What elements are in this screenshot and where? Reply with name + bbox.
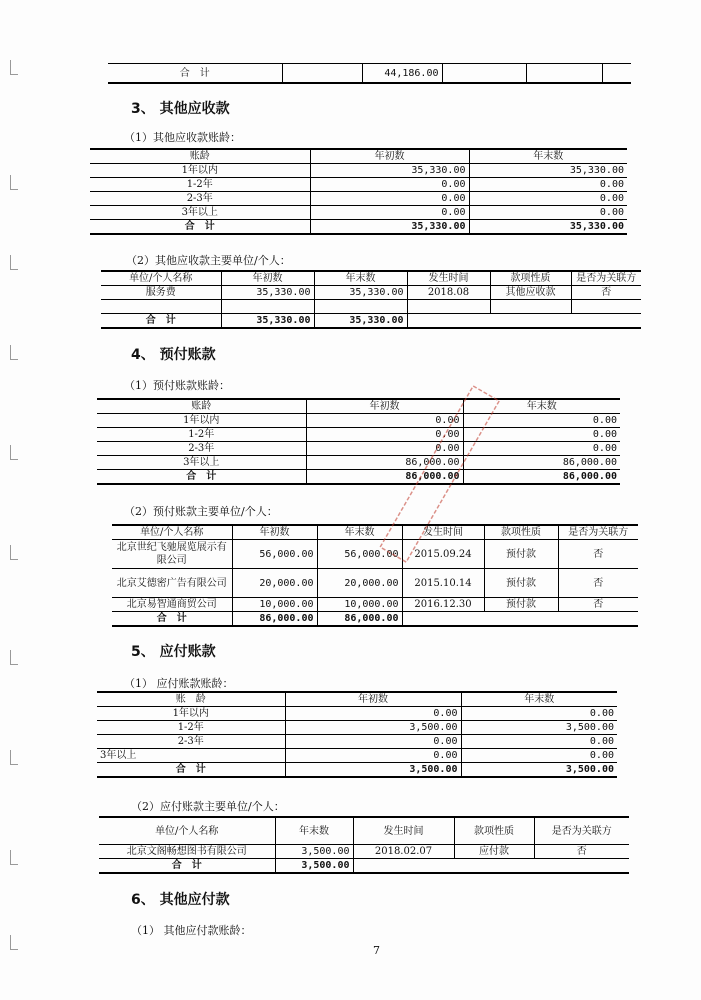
table-cell xyxy=(407,314,490,329)
margin-mark xyxy=(10,750,18,765)
table-cell: 86,000.00 xyxy=(306,470,463,485)
margin-mark xyxy=(10,345,18,360)
table-cell: 10,000.00 xyxy=(232,598,317,612)
table-cell: 35,330.00 xyxy=(310,164,469,178)
sec5-main-table xyxy=(99,816,629,874)
table-cell: 2-3年 xyxy=(97,442,306,456)
table-cell: 0.00 xyxy=(285,707,461,721)
table-cell: 35,330.00 xyxy=(221,286,314,300)
table-cell: 预付款 xyxy=(484,598,558,612)
section-5-sub1: （1） 应付账款账龄： xyxy=(124,677,234,690)
section-3-sub1: （1）其他应收款账龄： xyxy=(124,131,241,144)
section-5-sub2: （2）应付账款主要单位/个人： xyxy=(131,800,285,813)
table-cell: 20,000.00 xyxy=(232,569,317,598)
table-cell xyxy=(571,314,641,329)
table-row xyxy=(97,707,617,721)
margin-mark xyxy=(10,175,18,190)
table-cell: 86,000.00 xyxy=(306,456,463,470)
table-cell: 2018.08 xyxy=(407,286,490,300)
table-row xyxy=(97,442,620,456)
table-total-row xyxy=(112,612,638,627)
table-cell: 0.00 xyxy=(306,442,463,456)
table-row xyxy=(90,192,627,206)
table-row xyxy=(90,164,627,178)
table-cell: 86,000.00 xyxy=(317,612,402,627)
table-row xyxy=(90,178,627,192)
table-cell: 0.00 xyxy=(589,750,614,761)
table-cell: 3年以上 xyxy=(97,456,306,470)
table-cell xyxy=(490,300,571,314)
table-cell: 预付款 xyxy=(484,540,558,569)
table-row xyxy=(101,286,641,300)
table-cell: 35,330.00 xyxy=(314,286,407,300)
table-cell: 0.00 xyxy=(589,708,614,719)
margin-mark xyxy=(10,545,18,560)
table-cell xyxy=(454,859,534,874)
table-cell: 35,330.00 xyxy=(569,221,624,232)
table-cell: 86,000.00 xyxy=(562,457,617,468)
table-cell: 35,330.00 xyxy=(314,314,407,329)
table-header: 发生时间 xyxy=(407,271,490,286)
table-header: 账龄 xyxy=(97,399,306,414)
table-header: 款项性质 xyxy=(454,817,534,845)
table-cell: 3,500.00 xyxy=(275,859,353,874)
section-5-title: 5、 应付账款 xyxy=(131,644,216,660)
table-cell xyxy=(558,612,638,627)
table-cell: 北京世纪飞驰展览展示有限公司 xyxy=(112,540,232,569)
table-cell: 1年以内 xyxy=(97,707,285,721)
table-cell: 3,500.00 xyxy=(285,763,461,778)
table-row xyxy=(97,428,620,442)
table-cell: 0.00 xyxy=(310,192,469,206)
table-header: 是否为关联方 xyxy=(568,527,629,538)
top-total-table xyxy=(108,63,631,84)
section-6-sub1: （1） 其他应付款账龄： xyxy=(131,924,252,937)
section-6-title: 6、 其他应付款 xyxy=(131,892,230,908)
table-cell: 合 计 xyxy=(90,220,310,235)
table-cell: 预付款 xyxy=(484,569,558,598)
table-header: 年初数 xyxy=(232,525,317,540)
table-cell: 2015.10.14 xyxy=(402,569,484,598)
table-cell: 北京易智通商贸公司 xyxy=(112,598,232,612)
table-header: 单位/个人名称 xyxy=(101,271,221,286)
table-header: 单位/个人名称 xyxy=(112,525,232,540)
margin-mark xyxy=(10,255,18,270)
section-3-sub2: （2）其他应收款主要单位/个人： xyxy=(126,254,291,267)
table-header: 年末数 xyxy=(317,525,402,540)
table-cell: 35,330.00 xyxy=(569,165,624,176)
table-cell: 否 xyxy=(593,548,604,560)
margin-mark xyxy=(10,60,18,75)
table-header: 发生时间 xyxy=(353,817,454,845)
table-header: 年初数 xyxy=(285,692,461,707)
table-cell: 0.00 xyxy=(306,414,463,428)
table-cell: 0.00 xyxy=(310,178,469,192)
table-cell: 0.00 xyxy=(589,736,614,747)
table-row xyxy=(97,735,617,749)
sec3-aging-table xyxy=(90,148,627,235)
table-row xyxy=(99,845,629,859)
table-cell: 86,000.00 xyxy=(232,612,317,627)
table-header: 年末数 xyxy=(314,271,407,286)
table-header: 款项性质 xyxy=(484,525,558,540)
table-cell xyxy=(490,314,571,329)
top-total-value: 44,186.00 xyxy=(362,64,442,84)
table-header: 发生时间 xyxy=(402,525,484,540)
section-3-title: 3、 其他应收款 xyxy=(131,101,230,117)
section-4-sub1: （1）预付账款账龄： xyxy=(124,379,230,392)
table-cell: 否 xyxy=(593,577,604,589)
table-header: 账 龄 xyxy=(97,692,285,707)
margin-mark xyxy=(10,850,18,865)
table-cell: 35,330.00 xyxy=(221,314,314,329)
table-cell: 1年以内 xyxy=(90,164,310,178)
table-row xyxy=(97,749,617,763)
table-cell: 3,500.00 xyxy=(565,764,614,775)
section-4-sub2: （2）预付账款主要单位/个人： xyxy=(124,505,278,518)
table-total-row xyxy=(101,314,641,329)
table-row xyxy=(97,721,617,735)
table-cell: 否 xyxy=(593,599,604,610)
table-cell: 北京文阁畅想图书有限公司 xyxy=(99,845,275,859)
table-header: 是否为关联方 xyxy=(551,825,612,837)
table-cell: 0.00 xyxy=(592,443,617,454)
table-cell: 2-3年 xyxy=(97,735,285,749)
table-cell: 应付款 xyxy=(454,845,534,859)
table-cell: 2-3年 xyxy=(90,192,310,206)
table-cell: 35,330.00 xyxy=(310,220,469,235)
table-cell: 3年以上 xyxy=(90,206,310,220)
table-header: 年初数 xyxy=(310,149,469,164)
table-row xyxy=(90,206,627,220)
table-total-row xyxy=(99,859,629,874)
table-cell: 1-2年 xyxy=(90,178,310,192)
table-total-row xyxy=(90,220,627,235)
table-cell: 3年以上 xyxy=(97,749,285,763)
table-cell: 0.00 xyxy=(285,749,461,763)
table-header: 款项性质 xyxy=(490,271,571,286)
page-number: 7 xyxy=(373,944,380,957)
table-cell: 2018.02.07 xyxy=(353,845,454,859)
table-row xyxy=(97,414,620,428)
table-cell: 否 xyxy=(576,846,587,857)
table-cell: 合 计 xyxy=(112,612,232,627)
table-header: 年初数 xyxy=(306,399,463,414)
table-cell: 56,000.00 xyxy=(317,540,402,569)
table-cell: 20,000.00 xyxy=(317,569,402,598)
table-cell: 3,500.00 xyxy=(285,721,461,735)
table-cell: 1-2年 xyxy=(97,721,285,735)
table-cell: 56,000.00 xyxy=(232,540,317,569)
table-cell: 否 xyxy=(601,287,612,298)
table-cell: 10,000.00 xyxy=(317,598,402,612)
table-cell: 2016.12.30 xyxy=(402,598,484,612)
table-header: 年末数 xyxy=(533,151,564,162)
table-cell: 合 计 xyxy=(97,470,306,485)
table-cell: 北京艾德密广告有限公司 xyxy=(112,569,232,598)
sec3-main-table xyxy=(101,270,641,329)
table-cell xyxy=(353,859,454,874)
table-cell: 0.00 xyxy=(285,735,461,749)
table-total-row xyxy=(97,763,617,778)
table-cell: 合 计 xyxy=(99,859,275,874)
table-cell: 服务费 xyxy=(101,286,221,300)
margin-mark xyxy=(10,445,18,460)
sec5-aging-table xyxy=(97,691,617,778)
table-cell xyxy=(402,612,484,627)
table-cell: 0.00 xyxy=(599,179,624,190)
table-header: 年初数 xyxy=(221,271,314,286)
table-header: 账龄 xyxy=(90,149,310,164)
table-cell xyxy=(571,300,641,314)
section-4-title: 4、 预付账款 xyxy=(131,347,216,363)
table-cell: 其他应收款 xyxy=(490,286,571,300)
margin-mark xyxy=(10,935,18,950)
top-total-label: 合 计 xyxy=(108,64,282,84)
table-cell: 0.00 xyxy=(599,193,624,204)
table-cell: 合 计 xyxy=(97,763,285,778)
table-cell: 0.00 xyxy=(592,429,617,440)
margin-mark xyxy=(10,650,18,665)
table-cell: 3,500.00 xyxy=(275,845,353,859)
table-cell: 合 计 xyxy=(101,314,221,329)
table-cell: 1-2年 xyxy=(97,428,306,442)
table-row xyxy=(101,300,641,314)
table-cell: 0.00 xyxy=(599,207,624,218)
table-cell: 0.00 xyxy=(310,206,469,220)
table-cell xyxy=(314,300,407,314)
table-cell xyxy=(221,300,314,314)
table-cell: 3,500.00 xyxy=(565,722,614,733)
table-cell: 1年以内 xyxy=(97,414,306,428)
table-header: 年末数 xyxy=(526,401,557,412)
table-header: 年末数 xyxy=(524,694,555,705)
table-header: 是否为关联方 xyxy=(576,273,637,284)
table-header: 单位/个人名称 xyxy=(99,817,275,845)
table-cell xyxy=(407,300,490,314)
table-cell: 0.00 xyxy=(306,428,463,442)
table-cell xyxy=(101,300,221,314)
table-cell: 0.00 xyxy=(592,415,617,426)
table-cell: 2015.09.24 xyxy=(402,540,484,569)
table-cell xyxy=(534,859,629,874)
table-header: 年末数 xyxy=(275,817,353,845)
table-cell: 86,000.00 xyxy=(562,471,617,482)
